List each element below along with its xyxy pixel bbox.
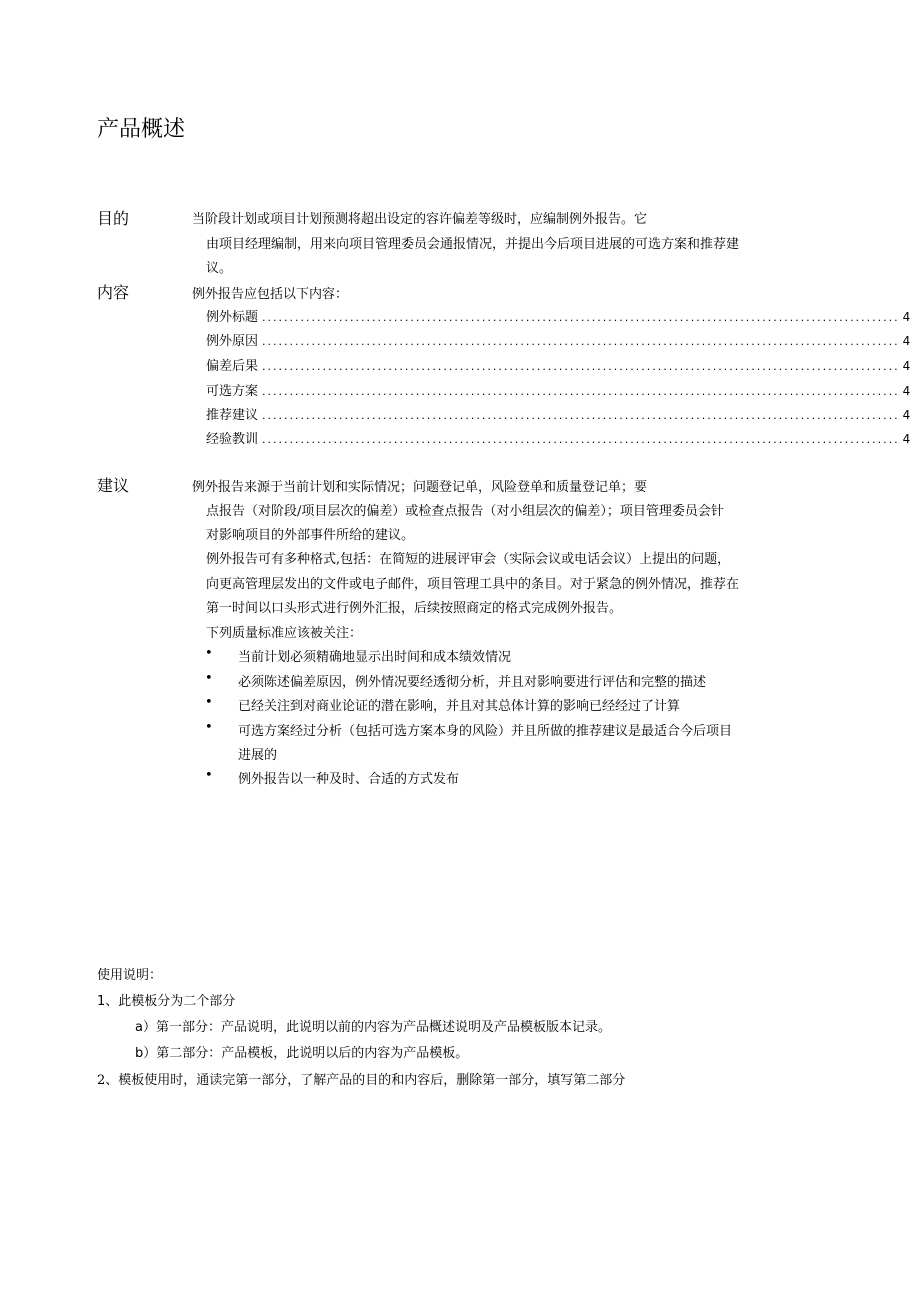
bullet-marker: • [205,768,213,783]
usage-sub-a-text: 第一部分：产品说明，此说明以前的内容为产品概述说明及产品模板版本记录。 [155,1020,611,1035]
section-label-suggestion: 建议 [97,476,130,495]
bullet-text: 必须陈述偏差原因，例外情况要经透彻分析，并且对影响要进行评估和完整的描述 [238,675,707,690]
bullet-text-continued: 进展的 [238,748,278,763]
toc-entry[interactable] [206,428,911,447]
bullet-marker: • [205,695,213,710]
section-label-content: 内容 [97,283,130,302]
toc-entry[interactable] [206,306,911,325]
toc-entry-page: 4 [902,408,911,422]
toc-entry-page: 4 [902,384,911,398]
toc-entry-page: 4 [902,334,911,348]
bullet-text: 当前计划必须精确地显示出时间和成本绩效情况 [238,650,512,665]
toc-entry-label: 例外原因 [206,334,259,349]
toc-leader-dots: .................................................................................................................... [262,360,900,373]
usage-heading: 使用说明： [97,968,163,983]
section-label-purpose: 目的 [97,209,130,228]
bullet-marker: • [205,720,213,735]
toc-leader-dots: .................................................................................................................... [262,335,900,348]
toc-entry-page: 4 [902,432,911,446]
usage-sub-b [135,1042,468,1061]
suggestion-line-3: 对影响项目的外部事件所给的建议。 [206,528,415,543]
usage-sub-b-marker: b） [135,1046,157,1061]
toc-leader-dots: .................................................................................................................... [262,409,900,422]
usage-item-2: 2、模板使用时，通读完第一部分，了解产品的目的和内容后，删除第一部分，填写第二部分 [97,1073,626,1088]
bullet-marker: • [205,646,213,661]
usage-sub-a-marker: a） [135,1020,156,1035]
toc-leader-dots: .................................................................................................................... [262,311,900,324]
suggestion-line-1: 例外报告来源于当前计划和实际情况；问题登记单，风险登单和质量登记单；要 [192,480,648,495]
usage-item-1: 1、此模板分为二个部分 [97,994,236,1009]
bullet-marker: • [205,671,213,686]
suggestion-line-4: 例外报告可有多种格式,包括：在简短的进展评审会（实际会议或电话会议）上提出的问题， [206,552,731,567]
toc-entry[interactable] [206,404,911,423]
toc-entry-label: 可选方案 [206,384,259,399]
purpose-line-2: 由项目经理编制，用来向项目管理委员会通报情况，并提出今后项目进展的可选方案和推荐建 [206,237,740,252]
purpose-line-3: 议。 [206,261,233,276]
usage-sub-a [135,1016,611,1035]
bullet-text: 例外报告以一种及时、合适的方式发布 [238,772,460,787]
purpose-line-1: 当阶段计划或项目计划预测将超出设定的容许偏差等级时，应编制例外报告。它 [192,212,648,227]
suggestion-line-5: 向更高管理层发出的文件或电子邮件，项目管理工具中的条目。对于紧急的例外情况，推荐在 [206,577,740,592]
suggestion-line-2: 点报告（对阶段/项目层次的偏差）或检查点报告（对小组层次的偏差）；项目管理委员会针 [206,504,724,519]
toc-entry-label: 经验教训 [206,432,259,447]
toc-entry[interactable] [206,355,911,374]
toc-entry-label: 例外标题 [206,310,259,325]
toc-leader-dots: .................................................................................................................... [262,433,900,446]
toc-entry-label: 偏差后果 [206,359,259,374]
suggestion-line-7: 下列质量标准应该被关注： [206,626,363,641]
toc-leader-dots: .................................................................................................................... [262,385,900,398]
toc-entry-page: 4 [902,310,911,324]
toc-entry[interactable] [206,380,911,399]
toc-entry[interactable] [206,330,911,349]
bullet-text: 可选方案经过分析（包括可选方案本身的风险）并且所做的推荐建议是最适合今后项目 [238,724,733,739]
content-intro: 例外报告应包括以下内容： [192,287,349,302]
suggestion-line-6: 第一时间以口头形式进行例外汇报，后续按照商定的格式完成例外报告。 [206,601,623,616]
bullet-text: 已经关注到对商业论证的潜在影响，并且对其总体计算的影响已经经过了计算 [238,699,681,714]
usage-sub-b-text: 第二部分：产品模板，此说明以后的内容为产品模板。 [156,1046,469,1061]
toc-entry-page: 4 [902,359,911,373]
toc-entry-label: 推荐建议 [206,408,259,423]
page-title: 产品概述 [97,117,186,142]
